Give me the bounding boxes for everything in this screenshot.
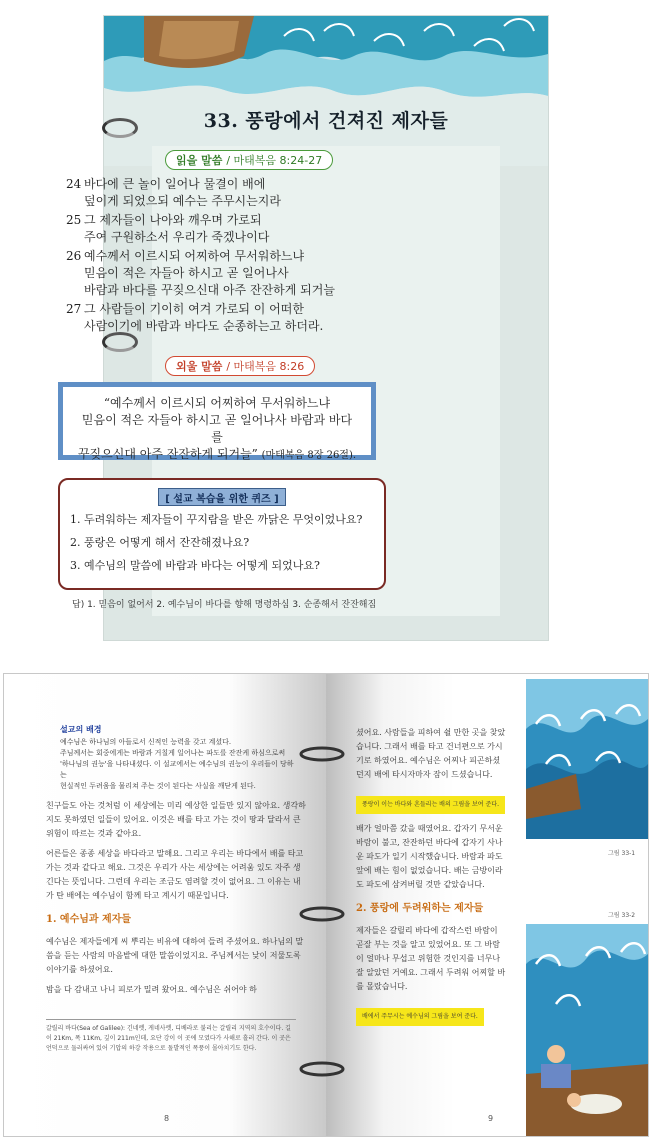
memory-line: 믿음이 적은 자들아 하시고 곧 일어나사 바람과 바다를 <box>81 413 353 444</box>
verse <box>66 248 386 299</box>
quiz-title: [ 설교 복습을 위한 퀴즈 ] <box>158 488 286 506</box>
verse <box>66 212 386 246</box>
binder-ring-icon <box>298 905 346 923</box>
verse-number: 27 <box>66 302 82 316</box>
background-line: 현실적인 두려움을 물리쳐 주는 것이 된다는 사실을 깨닫게 된다. <box>60 782 256 790</box>
sermon-background <box>60 724 300 792</box>
figure-33-2 <box>526 924 648 1136</box>
page-number: 8 <box>164 1114 170 1123</box>
memorize-label-text: 외울 말씀 <box>176 360 223 373</box>
scripture-verses <box>66 176 386 337</box>
background-line: '하나님의 권능'을 나타내셨다. 이 설교에서는 예수님의 권능이 우리들이 당하는 <box>60 760 294 779</box>
memory-ref: (마태복음 8장 26절). <box>261 450 357 461</box>
quiz-question: 3. 예수님의 말씀에 바람과 바다는 어떻게 되었나요? <box>70 559 320 572</box>
verse <box>66 301 386 335</box>
memorize-label <box>165 356 315 376</box>
verse-line: 믿음이 적은 자들아 하시고 곧 일어나사 <box>84 266 289 280</box>
reading-label <box>165 150 333 170</box>
paragraph: 예수님은 제자들에게 씨 뿌리는 비유에 대하여 들려 주셨어요. 하나님의 말씀을 듣는 사람의 마음밭에 대한 말씀이었지요. 주님께서는 낮이 저물도록 이야기를 하셨어요. <box>46 937 304 974</box>
reading-label-text: 읽을 말씀 <box>176 154 223 167</box>
paragraph: 배가 얼마쯤 갔을 때였어요. 갑자기 무서운 바람이 불고, 잔잔하던 바다에 갑자기 사나운 파도가 일기 시작했습니다. 바람과 파도 앞에 배는 힘이 없었습니다. 배는 금방이라도 파도에 삼켜버릴 것만 같았습니다. <box>356 824 503 889</box>
paragraph: 제자들은 갈릴리 바다에 갑작스런 바람이 곧잘 부는 것을 알고 있었어요. 또 그 바람이 얼마나 무섭고 위험한 것인지를 너무나 잘 알았던 거예요. 그래서 두려워 어찌할 바를 몰랐습니다. <box>356 926 506 991</box>
memory-line: “예수께서 이르시되 어찌하여 무서워하느냐 <box>103 396 331 410</box>
binder-ring-icon <box>298 745 346 763</box>
storm-boat-illustration <box>526 679 648 839</box>
verse-number: 26 <box>66 249 82 263</box>
verse-line: 바람과 바다를 꾸짖으신대 아주 잔잔하게 되거늘 <box>84 283 335 297</box>
section-heading: 2. 풍랑에 두려워하는 제자들 <box>356 903 484 914</box>
quiz-answers: 답) 1. 믿음이 없어서 2. 예수님이 바다를 향해 명령하심 3. 순종해서 잔잔해짐 <box>72 600 377 610</box>
verse-line: 덮이게 되었으되 예수는 주무시는지라 <box>84 194 281 208</box>
figure-33-1 <box>526 679 648 839</box>
verse-line: 바다에 큰 놀이 일어나 물결이 배에 <box>84 177 266 191</box>
page-number: 9 <box>488 1114 494 1123</box>
verse-line: 사람이기에 바람과 바다도 순종하는고 하더라. <box>84 319 324 333</box>
paragraph: 셨어요. 사람들을 피하여 쉴 만한 곳을 찾았습니다. 그래서 배를 타고 건너편으로 가시기로 하였어요. 예수님은 어찌나 피곤하셨던지 배에 타시자마자 잠이 드셨습니다. <box>356 728 506 779</box>
sleeping-jesus-illustration <box>526 924 648 1136</box>
right-body-text <box>356 726 506 1034</box>
binder-ring <box>102 118 138 138</box>
left-page <box>4 674 326 1136</box>
right-page <box>326 674 648 1136</box>
review-quiz-box <box>58 478 386 590</box>
verse <box>66 176 386 210</box>
paragraph: 어른들은 종종 세상을 바다라고 말해요. 그리고 우리는 바다에서 배를 타고 가는 것과 같다고 해요. 그것은 우리가 사는 세상에는 어려움 있도 자주 생긴다는 뜻입니다. 그런데 우리는 조금도 염려할 것이 없어요. 그 이유는 내가 탄 배에는 예수님이 함께 타고 계시기 때문입니다. <box>46 849 304 900</box>
quiz-question: 1. 두려워하는 제자들이 꾸지람을 받은 까닭은 무엇이었나요? <box>70 513 363 526</box>
paragraph: 친구들도 아는 것처럼 이 세상에는 미리 예상한 일들만 있지 않아요. 생각하지도 못하였던 일들이 있어요. 이것은 배를 타고 가는 것이 땅과 달라서 큰 위험이 따르는 것과 같아요. <box>46 801 306 838</box>
verse-line: 예수께서 이르시되 어찌하여 무서워하느냐 <box>84 249 305 263</box>
verse-line: 그 제자들이 나아와 깨우며 가로되 <box>84 213 262 227</box>
sea-waves-illustration <box>104 16 548 166</box>
paragraph: 밤을 다 감내고 나니 피로가 밀려 왔어요. 예수님은 쉬어야 하 <box>46 985 257 994</box>
section-heading: 1. 예수님과 제자들 <box>46 914 132 925</box>
figure-caption: 그림 33-1 <box>608 850 636 857</box>
quiz-question: 2. 풍랑은 어떻게 해서 잔잔해졌나요? <box>70 536 250 549</box>
background-line: 주님께서는 회중에게는 바람과 거칠게 일어나는 파도를 잔잔케 하심으로써 <box>60 749 286 757</box>
verse-line: 주여 구원하소서 우리가 죽겠나이다 <box>84 230 270 244</box>
left-body-text <box>46 799 308 1003</box>
background-title: 설교의 배경 <box>60 725 102 734</box>
lesson-title: 33. 풍랑에서 건져진 제자들 <box>203 109 449 132</box>
reading-ref: / 마태복음 8:24-27 <box>226 154 323 167</box>
memory-verse-box <box>58 382 376 460</box>
verse-number: 24 <box>66 177 82 191</box>
verse-number: 25 <box>66 213 82 227</box>
memory-line: 꾸짖으신대 아주 잔잔하게 되거늘” <box>77 447 258 461</box>
teaching-note: 풍랑이 이는 바다와 흔들리는 배의 그림을 보여 준다. <box>356 796 505 814</box>
teaching-note: 배에서 주무시는 예수님의 그림을 보여 준다. <box>356 1008 484 1026</box>
background-line: 예수님은 하나님의 아들로서 신적인 능력을 갖고 계셨다. <box>60 738 232 746</box>
verse-line: 그 사람들이 기이히 여겨 가로되 이 어떠한 <box>84 302 304 316</box>
footnote: 갈릴리 바다(Sea of Galilee): 긴네렛, 게네사렛, 디베라로 불리는 갈릴리 지역의 호수이다. 길이 21Km, 폭 11Km, 깊이 211m인데, 요단 강이 이 곳에 모였다가 사해로 흘러 간다. 이 곳은 언덕으로 둘러싸여 있어 기압의 하강 작용으로 돌발적인 폭풍이 몰아치기도 한다. <box>46 1019 296 1054</box>
memorize-ref: / 마태복음 8:26 <box>226 360 305 373</box>
lesson-title-bar <box>104 96 548 142</box>
binder-ring-icon <box>298 1060 346 1078</box>
figure-caption: 그림 33-2 <box>608 912 636 919</box>
